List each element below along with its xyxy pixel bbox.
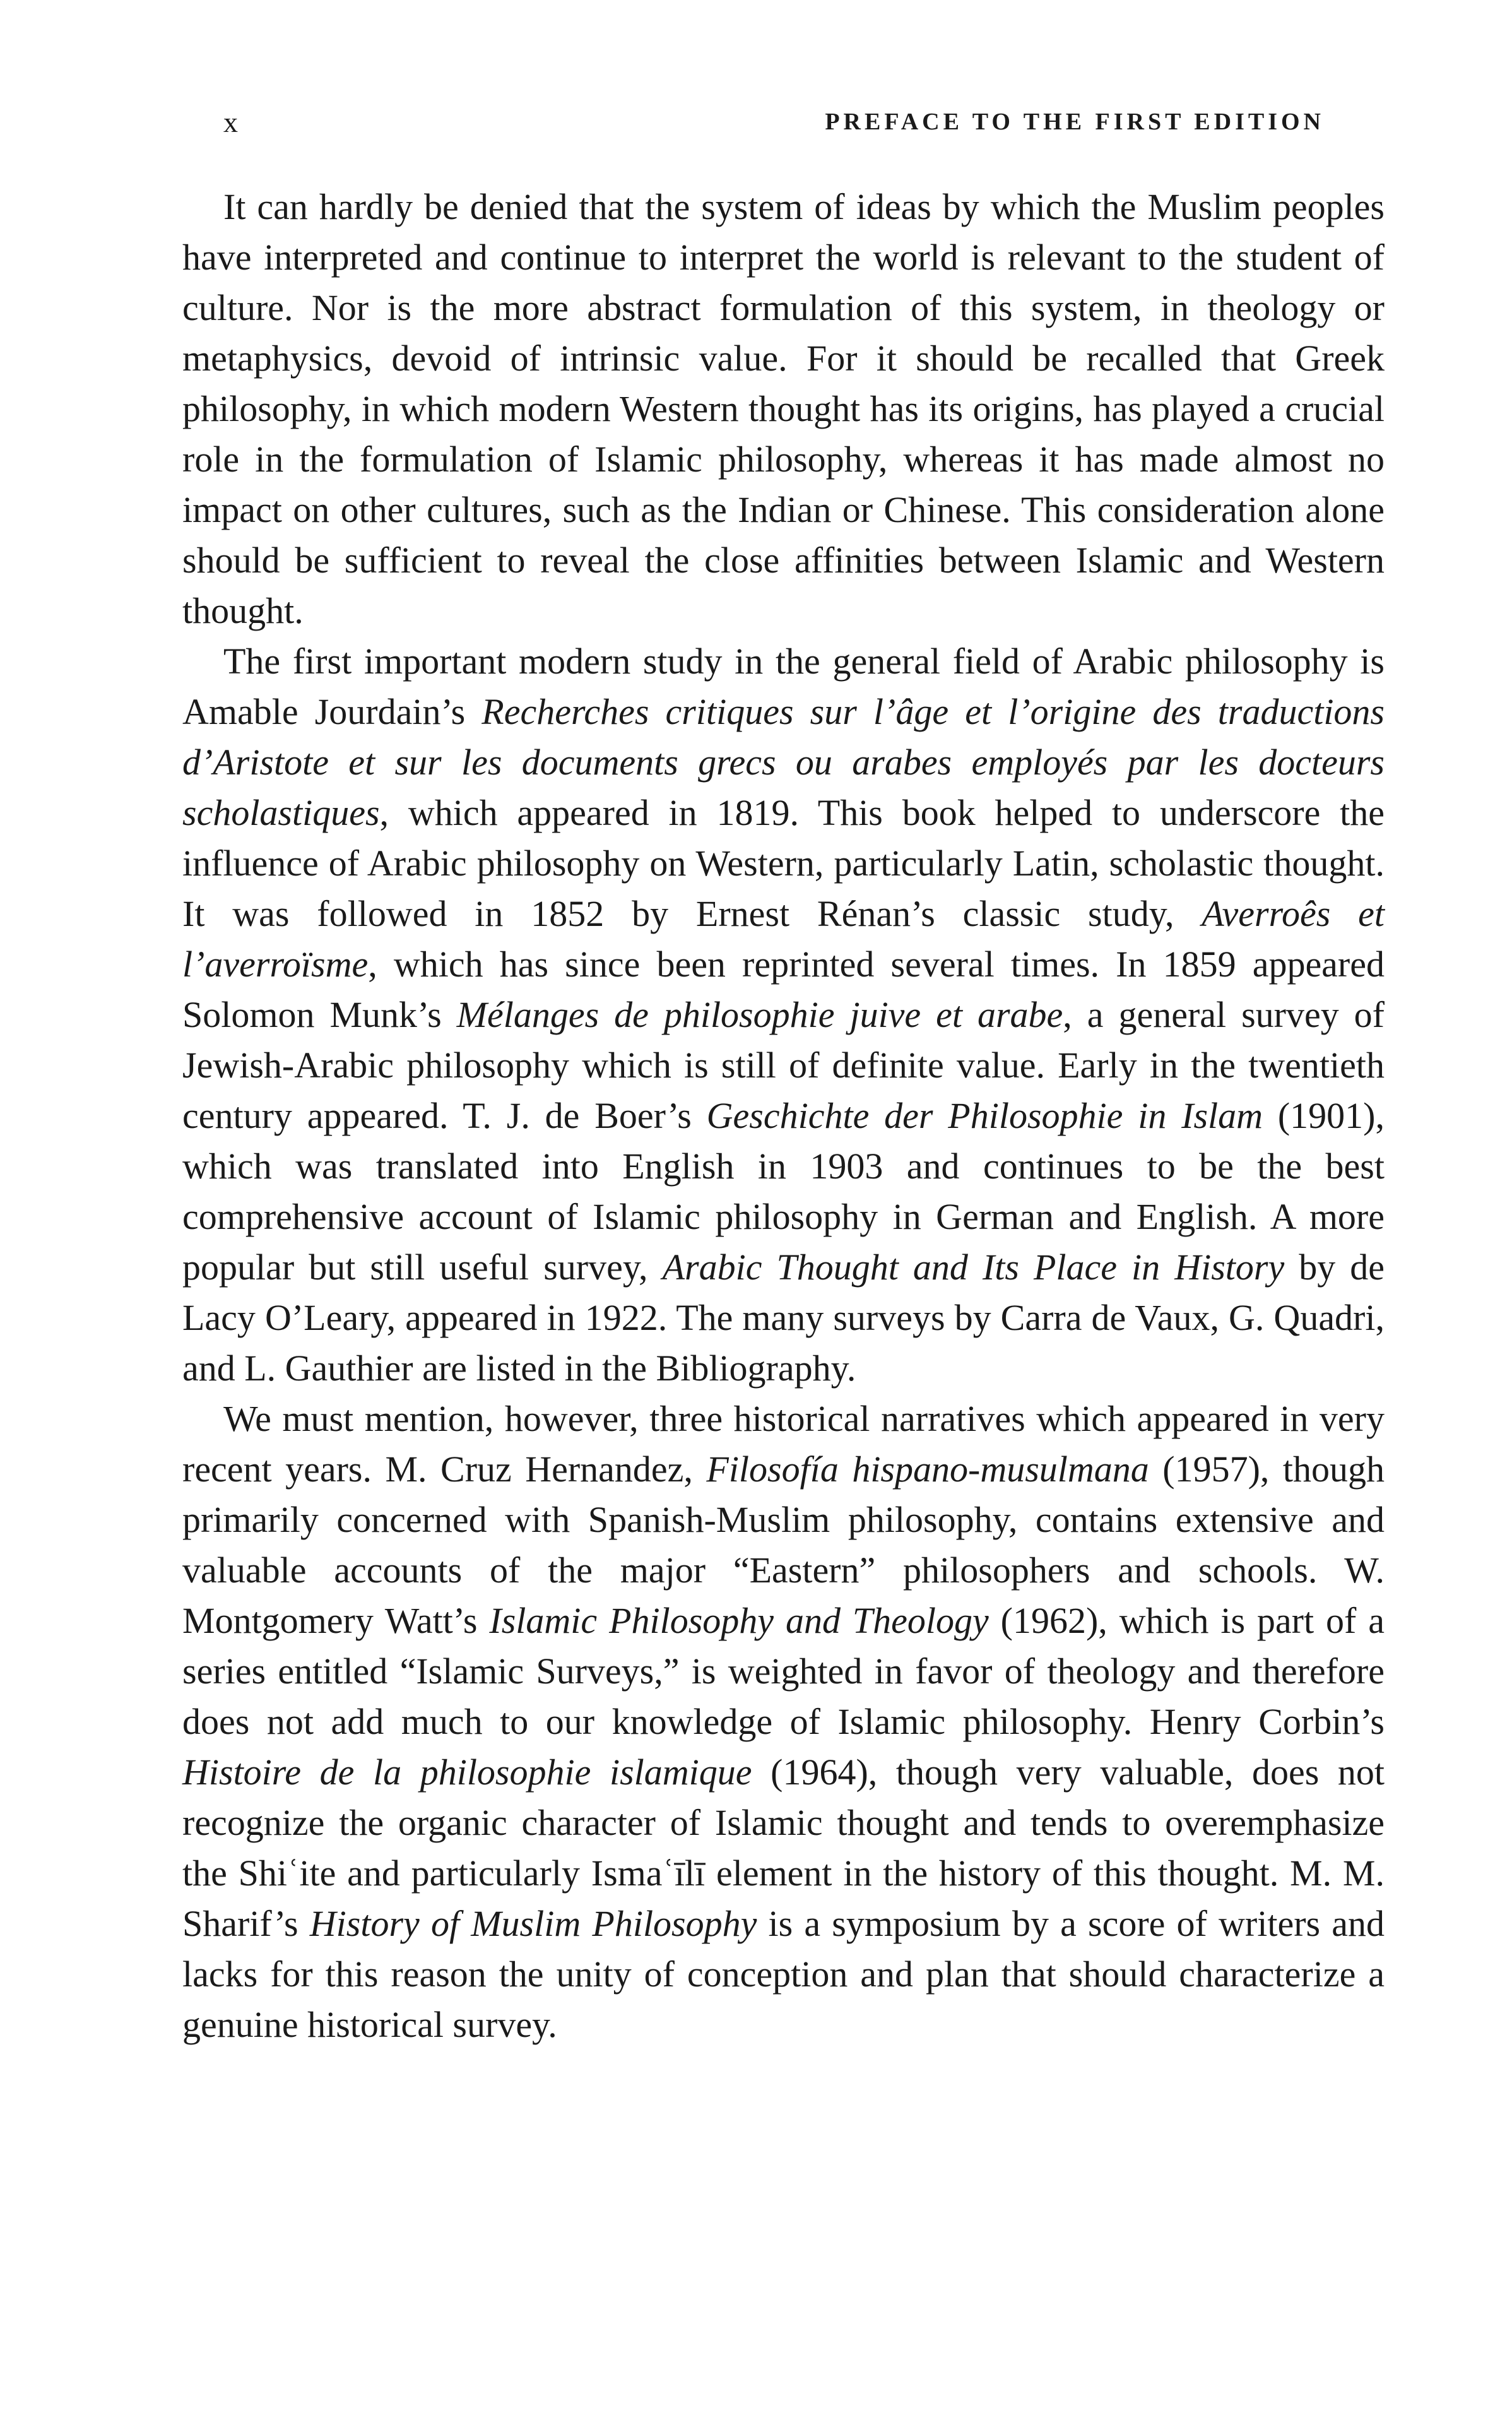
- italic-title: Mélanges de philosophie juive et arabe: [456, 994, 1063, 1035]
- body-text: [182, 182, 1385, 2050]
- text-run: The first important modern study in the general field of Arabic philosophy is Amable Jourdain’s: [182, 641, 1385, 732]
- running-head: [223, 100, 1325, 144]
- italic-title: Islamic Philosophy and Theology: [489, 1600, 989, 1641]
- text-run: , which has since been reprinted several times. In 1859 appeared Solomon Munk’s: [182, 944, 1385, 1035]
- italic-title: History of Muslim Philosophy: [309, 1903, 757, 1944]
- page-number: x: [223, 105, 239, 138]
- text-run: We must mention, however, three historical narratives which appeared in very recent years. M. Cruz Hernandez,: [182, 1398, 1385, 1490]
- text-run: by de Lacy O’Leary, appeared in 1922. The many surveys by Carra de Vaux, G. Quadri, and L. Gauthier are listed in the Bibliography.: [182, 1247, 1385, 1389]
- text-run: (1964), though very valuable, does not recognize the organic character of Islamic thought and tends to overemphasize the Shiʿite and particularly Ismaʿīlī element in the history of this thought. M. M. Sharif’s: [182, 1752, 1385, 1944]
- italic-title: Geschichte der Philosophie in Islam: [706, 1095, 1263, 1136]
- italic-title: Histoire de la philosophie islamique: [182, 1752, 752, 1793]
- italic-title: Filosofía hispano-musulmana: [706, 1449, 1149, 1490]
- text-run: , which appeared in 1819. This book helped to underscore the influence of Arabic philosophy on Western, particularly Latin, scholastic thought. It was followed in 1852 by Ernest Rénan’s classic study,: [182, 792, 1385, 934]
- text-run: It can hardly be denied that the system of ideas by which the Muslim peoples have interpreted and continue to interpret the world is relevant to the student of culture. Nor is the more abstract formulation of this system, in theology or metaphysics, devoid of intrinsic value. For it should be recalled that Greek philosophy, in which modern Western thought has its origins, has played a crucial role in the formulation of Islamic philosophy, whereas it has made almost no impact on other cultures, such as the Indian or Chinese. This consideration alone should be sufficient to reveal the close affinities between Islamic and Western thought.: [182, 186, 1385, 631]
- text-run: is a symposium by a score of writers and lacks for this reason the unity of conception and plan that should characterize a genuine historical survey.: [182, 1903, 1385, 2045]
- paragraph: [182, 1394, 1385, 2050]
- paragraph: [182, 636, 1385, 1394]
- text-run: (1901), which was translated into English in 1903 and continues to be the best comprehensive account of Islamic philosophy in German and English. A more popular but still useful survey,: [182, 1095, 1385, 1288]
- text-run: (1962), which is part of a series entitled “Islamic Surveys,” is weighted in favor of theology and therefore does not add much to our knowledge of Islamic philosophy. Henry Corbin’s: [182, 1600, 1385, 1742]
- text-run: (1957), though primarily concerned with Spanish-Muslim philosophy, contains extensive and valuable accounts of the major “Eastern” philosophers and schools. W. Montgomery Watt’s: [182, 1449, 1385, 1641]
- section-title: PREFACE TO THE FIRST EDITION: [825, 109, 1325, 135]
- text-run: , a general survey of Jewish-Arabic philosophy which is still of definite value. Early in the twentieth century appeared. T. J. de Boer’s: [182, 994, 1385, 1136]
- italic-title: Averroês et l’averroïsme: [182, 893, 1385, 985]
- paragraph: [182, 182, 1385, 636]
- italic-title: Recherches critiques sur l’âge et l’origine des traductions d’Aristote et sur les documents grecs ou arabes employés par les docteurs scholastiques: [182, 691, 1385, 833]
- italic-title: Arabic Thought and Its Place in History: [662, 1247, 1285, 1288]
